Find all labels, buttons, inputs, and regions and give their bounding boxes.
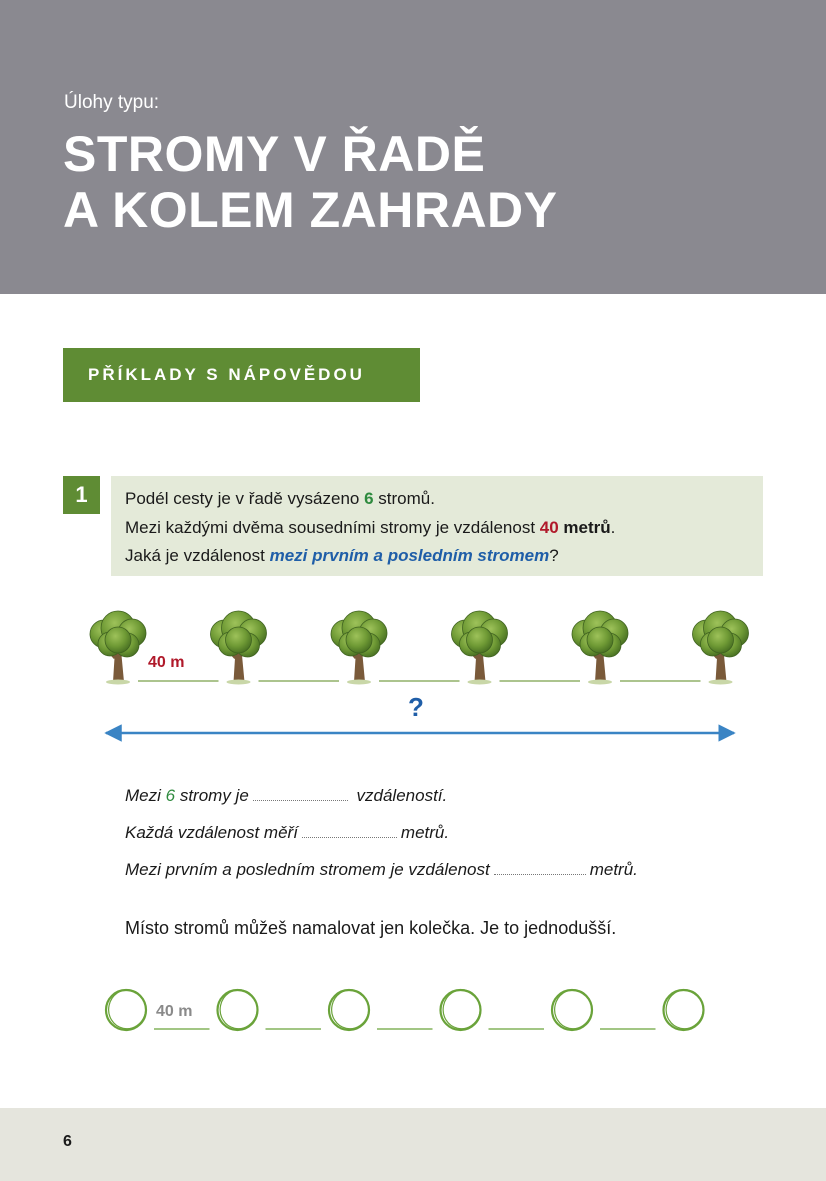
task-line-1: Podél cesty je v řadě vysázeno 6 stromů.	[125, 489, 435, 508]
tree-icon	[331, 611, 387, 685]
circle-gap-label: 40 m	[156, 1003, 193, 1020]
circle-icon	[551, 986, 595, 1032]
answer-blank-2[interactable]	[302, 825, 397, 838]
circle-icon	[105, 986, 149, 1032]
title-line-1: STROMY V ŘADĚ	[63, 126, 486, 182]
section-banner: PŘÍKLADY S NÁPOVĚDOU	[63, 348, 420, 402]
distance-value: 40	[539, 517, 559, 537]
task-box	[111, 476, 763, 576]
circles-diagram	[0, 980, 826, 1050]
circle-icon	[440, 986, 484, 1032]
fill-line-3: Mezi prvním a posledním stromem je vzdálenost metrů.	[125, 860, 638, 879]
task-line-3: Jaká je vzdálenost mezi prvním a posledním stromem?	[125, 546, 559, 565]
gap-label: 40 m	[148, 654, 185, 671]
page-number: 6	[63, 1133, 72, 1150]
tree-icon	[452, 611, 508, 685]
hint-note: Místo stromů můžeš namalovat jen kolečka. Je to jednodušší.	[125, 918, 617, 938]
task-number: 1	[63, 476, 100, 514]
question-highlight: mezi prvním a posledním stromem	[269, 546, 550, 565]
circle-icon	[328, 986, 372, 1032]
circle-icon	[663, 986, 707, 1032]
answer-blank-1[interactable]	[253, 788, 348, 801]
header-band	[0, 0, 826, 294]
answer-blank-3[interactable]	[494, 862, 586, 875]
tree-icon	[572, 611, 628, 685]
trees-illustration	[0, 600, 826, 750]
footer-band	[0, 1108, 826, 1181]
tree-icon	[90, 611, 146, 685]
tree-icon	[693, 611, 749, 685]
subtitle: Úlohy typu:	[64, 92, 160, 113]
tree-count: 6	[364, 489, 374, 508]
page-title	[63, 126, 558, 238]
title-line-2: A KOLEM ZAHRADY	[63, 182, 558, 238]
circle-icon	[217, 986, 261, 1032]
tree-icon	[211, 611, 267, 685]
task-line-2: Mezi každými dvěma sousedními stromy je vzdálenost 40 metrů.	[125, 517, 616, 537]
fill-line-1: Mezi 6 stromy je vzdáleností.	[125, 786, 448, 805]
question-mark: ?	[408, 692, 424, 722]
fill-line-2: Každá vzdálenost měří metrů.	[125, 823, 450, 842]
